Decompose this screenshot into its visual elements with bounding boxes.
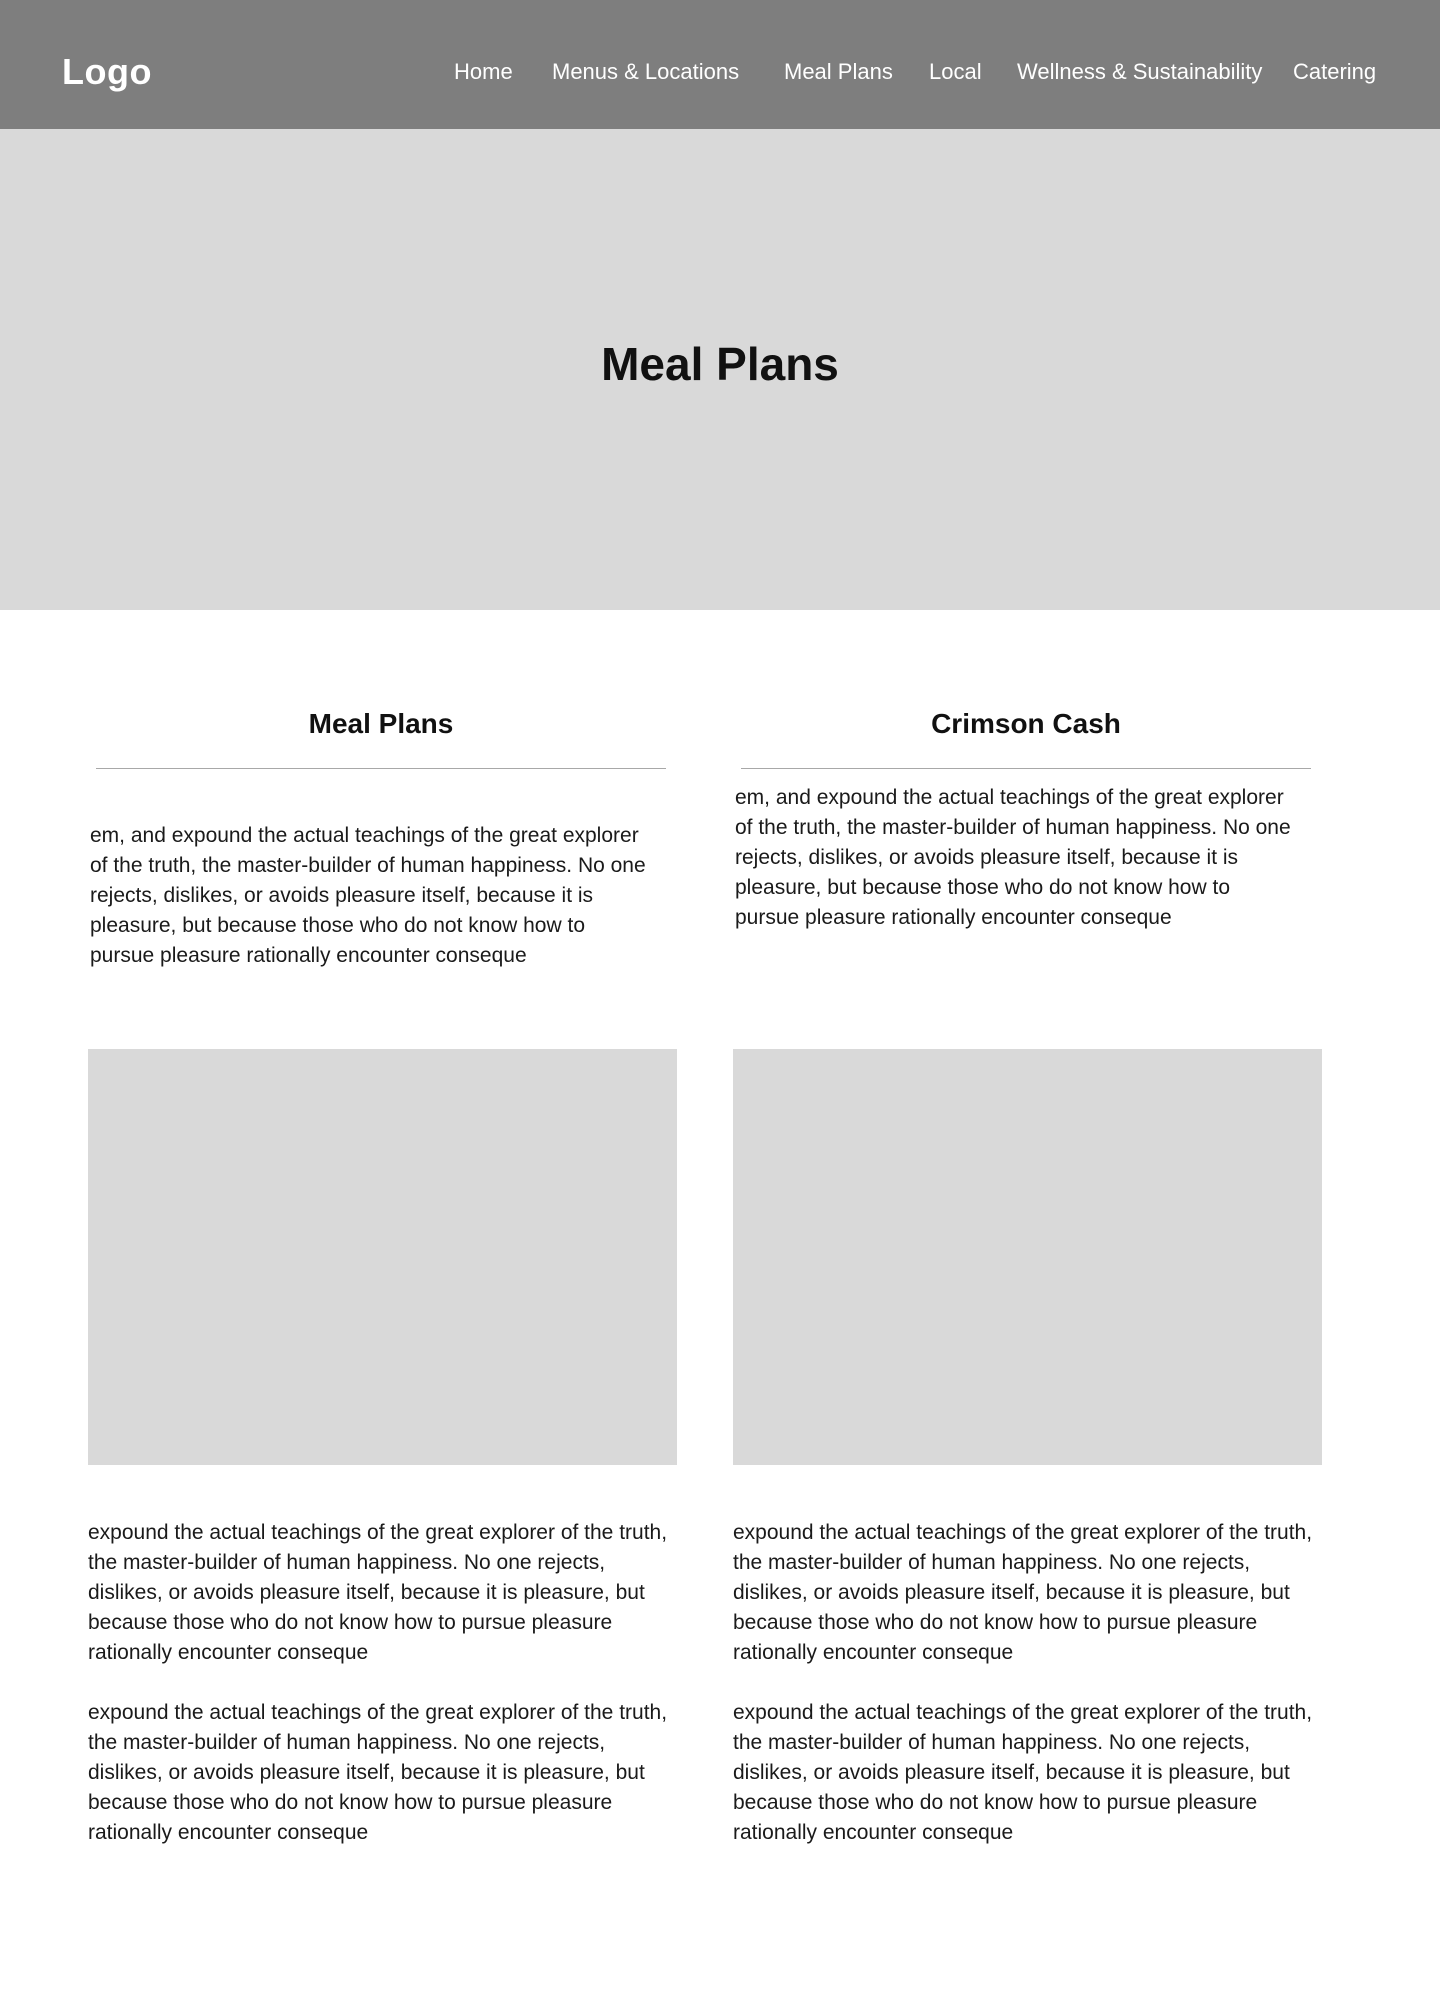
- nav-item-home[interactable]: Home: [454, 59, 513, 84]
- meal-plans-intro: em, and expound the actual teachings of the great explorer of the truth, the master-builder of human happiness. No one rejects, dislikes, or avoids pleasure itself, because it is pleasure, but because those who do not know how to pursue pleasure rationally encounter conseque: [90, 824, 646, 967]
- nav-item-catering[interactable]: Catering: [1293, 59, 1377, 84]
- crimson-cash-divider: [741, 768, 1311, 769]
- site-header: [0, 0, 1440, 129]
- meal-plans-heading: Meal Plans: [308, 708, 454, 739]
- crimson-cash-image-placeholder: [733, 1049, 1322, 1465]
- meal-plans-divider: [96, 768, 666, 769]
- crimson-cash-intro: em, and expound the actual teachings of the great explorer of the truth, the master-builder of human happiness. No one rejects, dislikes, or avoids pleasure itself, because it is pleasure, but because those who do not know how to pursue pleasure rationally encounter conseque: [735, 786, 1291, 929]
- nav-item-local[interactable]: Local: [929, 59, 982, 84]
- crimson-cash-body-paragraph-1: expound the actual teachings of the great explorer of the truth, the master-builder of human happiness. No one rejects, dislikes, or avoids pleasure itself, because it is pleasure, but because those who do not know how to pursue pleasure rationally encounter conseque: [733, 1521, 1313, 1664]
- crimson-cash-body-paragraph-2: expound the actual teachings of the great explorer of the truth, the master-builder of human happiness. No one rejects, dislikes, or avoids pleasure itself, because it is pleasure, but because those who do not know how to pursue pleasure rationally encounter conseque: [733, 1701, 1313, 1844]
- meal-plans-image-placeholder: [88, 1049, 677, 1465]
- nav-item-menus-locations[interactable]: Menus & Locations: [552, 59, 740, 84]
- hero-banner: [0, 129, 1440, 610]
- nav-item-wellness-sustainability[interactable]: Wellness & Sustainability: [1017, 59, 1263, 84]
- main-nav: [0, 54, 1440, 90]
- logo[interactable]: Logo: [62, 51, 152, 92]
- meal-plans-body-paragraph-2: expound the actual teachings of the great explorer of the truth, the master-builder of human happiness. No one rejects, dislikes, or avoids pleasure itself, because it is pleasure, but because those who do not know how to pursue pleasure rationally encounter conseque: [88, 1701, 668, 1844]
- nav-item-meal-plans[interactable]: Meal Plans: [784, 59, 893, 84]
- crimson-cash-heading: Crimson Cash: [931, 708, 1121, 739]
- meal-plans-body-paragraph-1: expound the actual teachings of the great explorer of the truth, the master-builder of human happiness. No one rejects, dislikes, or avoids pleasure itself, because it is pleasure, but because those who do not know how to pursue pleasure rationally encounter conseque: [88, 1521, 668, 1664]
- page-title: Meal Plans: [601, 338, 839, 390]
